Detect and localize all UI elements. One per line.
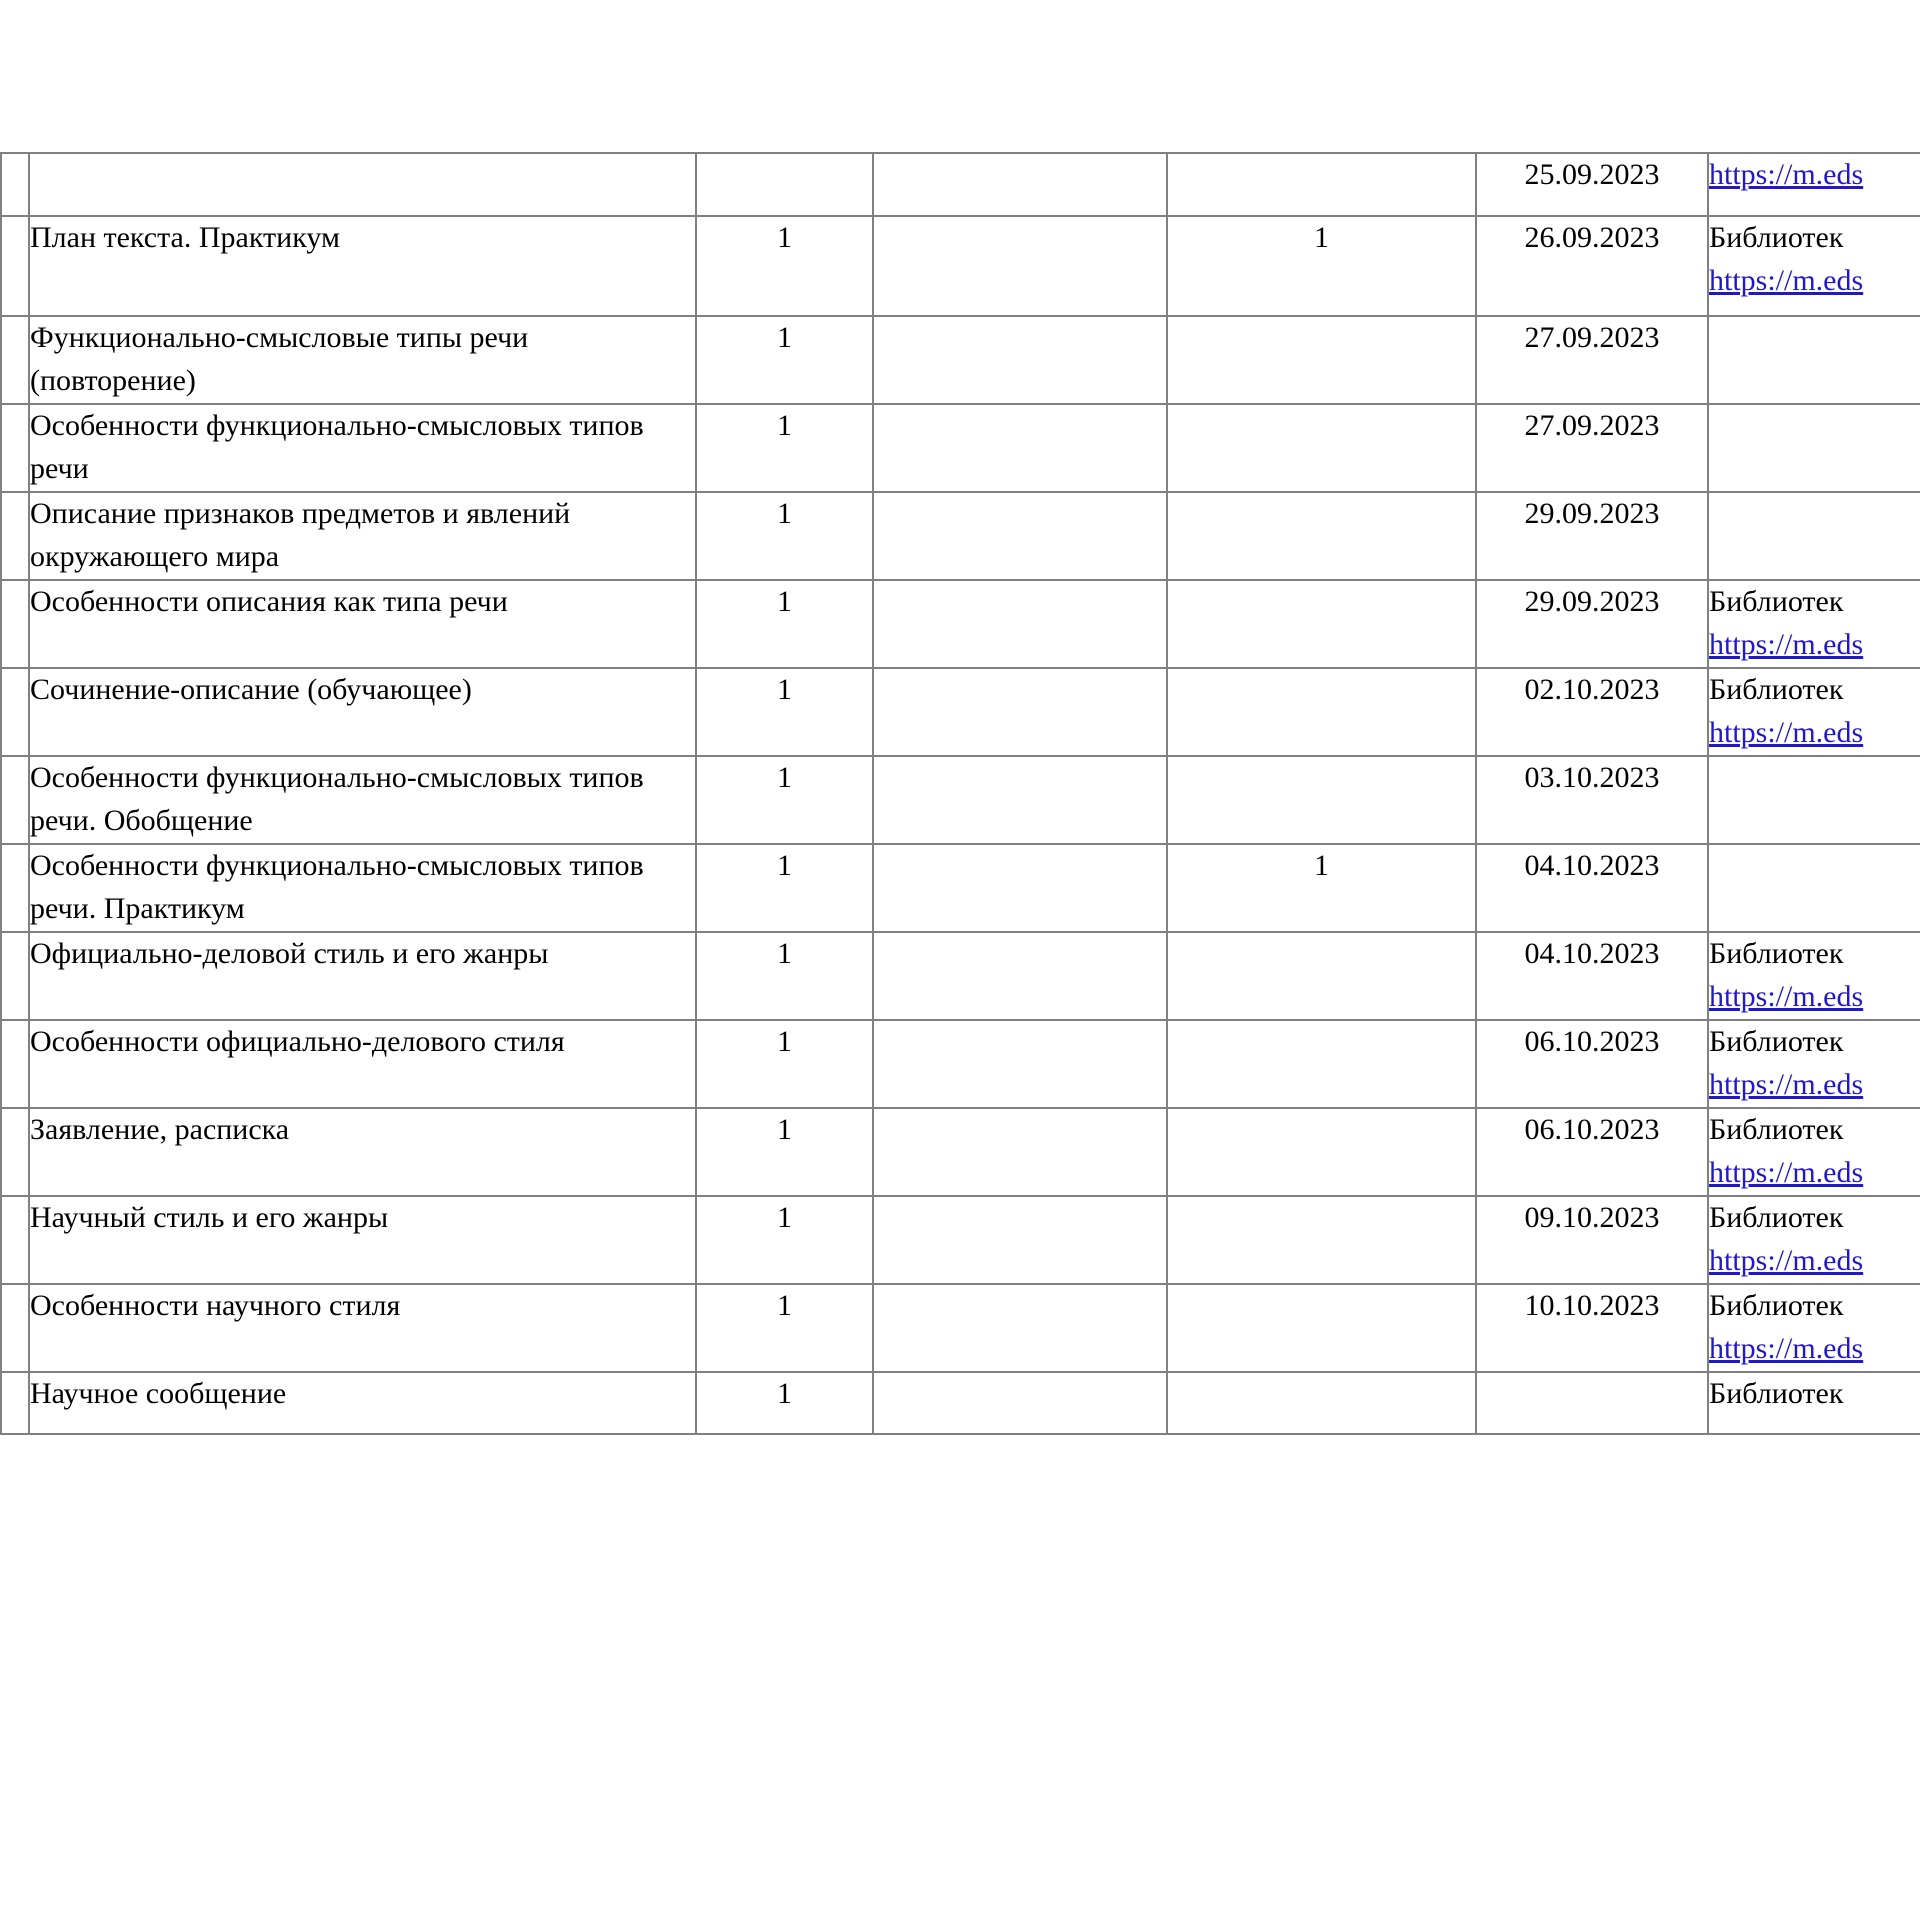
hours-practice-cell bbox=[1167, 1372, 1476, 1434]
resource-link-cell bbox=[1708, 580, 1920, 668]
hours-total-cell: 1 bbox=[696, 316, 873, 404]
resource-hyperlink[interactable]: https://m.eds bbox=[1709, 158, 1864, 191]
lesson-topic-cell: Заявление, расписка bbox=[29, 1108, 696, 1196]
hours-control-cell bbox=[873, 844, 1167, 932]
hours-total-cell: 1 bbox=[696, 492, 873, 580]
table-row bbox=[1, 580, 1920, 668]
table-row bbox=[1, 1020, 1920, 1108]
table-row bbox=[1, 1372, 1920, 1434]
table-row bbox=[1, 668, 1920, 756]
lesson-topic-cell: План текста. Практикум bbox=[29, 216, 696, 316]
lesson-topic-cell: Особенности функционально-смысловых типов речи. Обобщение bbox=[29, 756, 696, 844]
row-number-cell bbox=[1, 844, 29, 932]
hours-control-cell bbox=[873, 1372, 1167, 1434]
table-scroll-viewport bbox=[0, 152, 1920, 1732]
resource-link-cell bbox=[1708, 756, 1920, 844]
hours-control-cell bbox=[873, 216, 1167, 316]
hours-practice-cell bbox=[1167, 756, 1476, 844]
row-number-cell bbox=[1, 1284, 29, 1372]
library-label: Библиотек bbox=[1709, 937, 1844, 970]
lesson-date-cell: 29.09.2023 bbox=[1476, 492, 1708, 580]
table-row bbox=[1, 492, 1920, 580]
hours-total-cell: 1 bbox=[696, 932, 873, 1020]
row-number-cell bbox=[1, 1020, 29, 1108]
row-number-cell bbox=[1, 316, 29, 404]
table-body bbox=[1, 153, 1920, 1434]
resource-link-cell bbox=[1708, 1284, 1920, 1372]
library-label: Библиотек bbox=[1709, 221, 1844, 254]
resource-link-cell bbox=[1708, 153, 1920, 216]
hours-control-cell bbox=[873, 932, 1167, 1020]
table-row bbox=[1, 216, 1920, 316]
library-label: Библиотек bbox=[1709, 1377, 1844, 1410]
hours-control-cell bbox=[873, 1196, 1167, 1284]
resource-hyperlink[interactable]: https://m.eds bbox=[1709, 1243, 1864, 1277]
hours-control-cell bbox=[873, 153, 1167, 216]
row-number-cell bbox=[1, 153, 29, 216]
hours-total-cell: 1 bbox=[696, 1372, 873, 1434]
resource-hyperlink[interactable]: https://m.eds bbox=[1709, 1067, 1864, 1101]
resource-link-cell bbox=[1708, 1372, 1920, 1434]
table-row bbox=[1, 844, 1920, 932]
hours-control-cell bbox=[873, 1284, 1167, 1372]
row-number-cell bbox=[1, 216, 29, 316]
lesson-topic-cell: Особенности функционально-смысловых типов речи. Практикум bbox=[29, 844, 696, 932]
hours-total-cell: 1 bbox=[696, 844, 873, 932]
row-number-cell bbox=[1, 1372, 29, 1434]
hours-total-cell: 1 bbox=[696, 1196, 873, 1284]
lesson-date-cell: 06.10.2023 bbox=[1476, 1108, 1708, 1196]
lesson-topic-cell: Особенности научного стиля bbox=[29, 1284, 696, 1372]
library-label: Библиотек bbox=[1709, 1025, 1844, 1058]
table-row bbox=[1, 1284, 1920, 1372]
row-number-cell bbox=[1, 404, 29, 492]
row-number-cell bbox=[1, 1196, 29, 1284]
table-row bbox=[1, 756, 1920, 844]
resource-link-cell bbox=[1708, 1108, 1920, 1196]
lesson-topic-cell bbox=[29, 153, 696, 216]
resource-link-cell bbox=[1708, 1020, 1920, 1108]
resource-hyperlink[interactable]: https://m.eds bbox=[1709, 1155, 1864, 1189]
lesson-date-cell: 10.10.2023 bbox=[1476, 1284, 1708, 1372]
lesson-date-cell: 09.10.2023 bbox=[1476, 1196, 1708, 1284]
lesson-topic-cell: Особенности официально-делового стиля bbox=[29, 1020, 696, 1108]
hours-total-cell: 1 bbox=[696, 1108, 873, 1196]
hours-control-cell bbox=[873, 756, 1167, 844]
resource-hyperlink[interactable]: https://m.eds bbox=[1709, 1331, 1864, 1365]
library-label: Библиотек bbox=[1709, 585, 1844, 618]
resource-link-cell bbox=[1708, 216, 1920, 316]
lesson-date-cell bbox=[1476, 1372, 1708, 1434]
lesson-topic-cell: Описание признаков предметов и явлений окружающего мира bbox=[29, 492, 696, 580]
hours-practice-cell bbox=[1167, 668, 1476, 756]
hours-practice-cell bbox=[1167, 932, 1476, 1020]
lesson-topic-cell: Официально-деловой стиль и его жанры bbox=[29, 932, 696, 1020]
resource-link-cell bbox=[1708, 668, 1920, 756]
lesson-date-cell: 04.10.2023 bbox=[1476, 932, 1708, 1020]
table-row bbox=[1, 1108, 1920, 1196]
hours-practice-cell bbox=[1167, 1020, 1476, 1108]
lesson-topic-cell: Функционально-смысловые типы речи (повторение) bbox=[29, 316, 696, 404]
lesson-schedule-table bbox=[0, 152, 1920, 1435]
hours-control-cell bbox=[873, 316, 1167, 404]
library-label: Библиотек bbox=[1709, 673, 1844, 706]
lesson-topic-cell: Научное сообщение bbox=[29, 1372, 696, 1434]
library-label: Библиотек bbox=[1709, 1289, 1844, 1322]
row-number-cell bbox=[1, 668, 29, 756]
hours-practice-cell bbox=[1167, 404, 1476, 492]
lesson-date-cell: 26.09.2023 bbox=[1476, 216, 1708, 316]
hours-total-cell: 1 bbox=[696, 1284, 873, 1372]
hours-total-cell: 1 bbox=[696, 404, 873, 492]
lesson-topic-cell: Особенности функционально-смысловых типов речи bbox=[29, 404, 696, 492]
lesson-date-cell: 02.10.2023 bbox=[1476, 668, 1708, 756]
lesson-topic-cell: Научный стиль и его жанры bbox=[29, 1196, 696, 1284]
lesson-date-cell: 27.09.2023 bbox=[1476, 316, 1708, 404]
table-row bbox=[1, 404, 1920, 492]
resource-link-cell bbox=[1708, 404, 1920, 492]
lesson-topic-cell: Сочинение-описание (обучающее) bbox=[29, 668, 696, 756]
hours-control-cell bbox=[873, 668, 1167, 756]
hours-practice-cell bbox=[1167, 1284, 1476, 1372]
resource-link-cell bbox=[1708, 1196, 1920, 1284]
resource-link-cell bbox=[1708, 932, 1920, 1020]
lesson-date-cell: 27.09.2023 bbox=[1476, 404, 1708, 492]
lesson-date-cell: 03.10.2023 bbox=[1476, 756, 1708, 844]
hours-control-cell bbox=[873, 1020, 1167, 1108]
row-number-cell bbox=[1, 492, 29, 580]
hours-practice-cell bbox=[1167, 1108, 1476, 1196]
hours-total-cell: 1 bbox=[696, 580, 873, 668]
resource-hyperlink[interactable]: https://m.eds bbox=[1709, 979, 1864, 1013]
hours-total-cell bbox=[696, 153, 873, 216]
table-row bbox=[1, 316, 1920, 404]
hours-total-cell: 1 bbox=[696, 756, 873, 844]
hours-total-cell: 1 bbox=[696, 1020, 873, 1108]
hours-control-cell bbox=[873, 580, 1167, 668]
hours-total-cell: 1 bbox=[696, 668, 873, 756]
hours-practice-cell bbox=[1167, 580, 1476, 668]
table-row bbox=[1, 932, 1920, 1020]
table-row bbox=[1, 153, 1920, 216]
lesson-date-cell: 04.10.2023 bbox=[1476, 844, 1708, 932]
lesson-date-cell: 25.09.2023 bbox=[1476, 153, 1708, 216]
resource-link-cell bbox=[1708, 316, 1920, 404]
hours-control-cell bbox=[873, 404, 1167, 492]
lesson-date-cell: 06.10.2023 bbox=[1476, 1020, 1708, 1108]
resource-link-cell bbox=[1708, 844, 1920, 932]
hours-practice-cell bbox=[1167, 492, 1476, 580]
library-label: Библиотек bbox=[1709, 1201, 1844, 1234]
resource-link-cell bbox=[1708, 492, 1920, 580]
hours-practice-cell: 1 bbox=[1167, 216, 1476, 316]
resource-hyperlink[interactable]: https://m.eds bbox=[1709, 627, 1864, 661]
library-label: Библиотек bbox=[1709, 1113, 1844, 1146]
hours-total-cell: 1 bbox=[696, 216, 873, 316]
resource-hyperlink[interactable]: https://m.eds bbox=[1709, 715, 1864, 749]
lesson-date-cell: 29.09.2023 bbox=[1476, 580, 1708, 668]
row-number-cell bbox=[1, 932, 29, 1020]
hours-control-cell bbox=[873, 1108, 1167, 1196]
hours-practice-cell: 1 bbox=[1167, 844, 1476, 932]
lesson-topic-cell: Особенности описания как типа речи bbox=[29, 580, 696, 668]
hours-practice-cell bbox=[1167, 153, 1476, 216]
row-number-cell bbox=[1, 756, 29, 844]
row-number-cell bbox=[1, 580, 29, 668]
hours-control-cell bbox=[873, 492, 1167, 580]
hours-practice-cell bbox=[1167, 1196, 1476, 1284]
resource-hyperlink[interactable]: https://m.eds bbox=[1709, 263, 1864, 297]
hours-practice-cell bbox=[1167, 316, 1476, 404]
row-number-cell bbox=[1, 1108, 29, 1196]
table-row bbox=[1, 1196, 1920, 1284]
